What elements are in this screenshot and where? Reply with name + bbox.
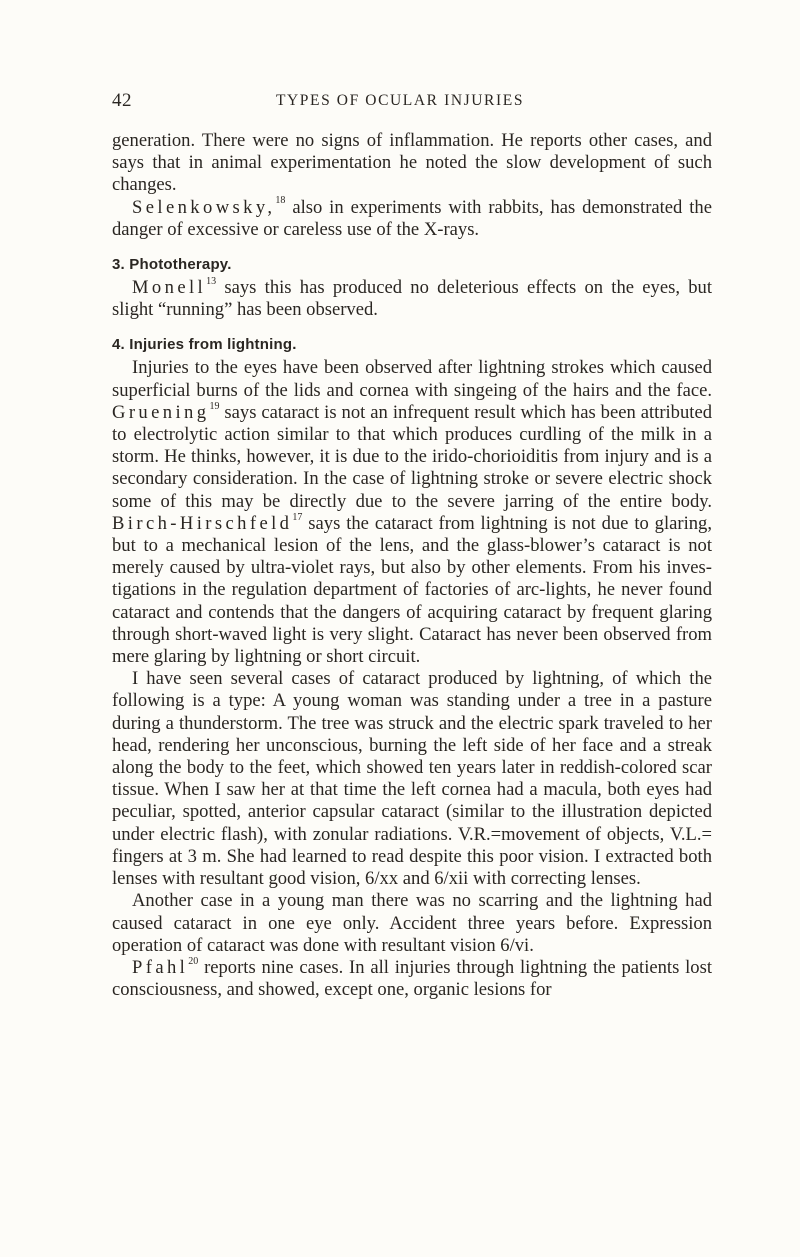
author-name: Gruening bbox=[112, 401, 210, 423]
footnote-ref: 13 bbox=[206, 275, 217, 287]
footnote-ref: 19 bbox=[209, 400, 220, 412]
paragraph-text: says this has produced no deleterious effects on the eyes, but slight “running” has been observed. bbox=[112, 277, 712, 321]
paragraph-pfahl bbox=[112, 957, 712, 1001]
paragraph-case-young-man: Another case in a young man there was no scarring and the lightning had caused cataract in one eye only. Accident three years before. Expression operation of cataract was done with resultant vision 6/vi. bbox=[112, 890, 712, 956]
paragraph-lightning-injuries bbox=[112, 357, 712, 668]
running-head: TYPES OF OCULAR INJURIES bbox=[275, 92, 525, 109]
author-name: Pfahl bbox=[132, 956, 189, 978]
section-heading-phototherapy: 3. Phototherapy. bbox=[112, 256, 232, 274]
paragraph-text: also in experiments with rabbits, has demonstrated the danger of excessive or careless use of the X-rays. bbox=[112, 196, 712, 240]
paragraph-text: Injuries to the eyes have been observed after lightning strokes which caused superficial burns of the lids and cornea with singeing of the hairs and the face. bbox=[112, 357, 712, 401]
page-body bbox=[112, 130, 712, 1001]
author-name: Monell bbox=[132, 277, 207, 299]
footnote-ref: 20 bbox=[188, 955, 199, 967]
author-name: Selenkowsky, bbox=[132, 196, 276, 218]
paragraph-text: says cataract is not an infrequent result which has been attributed to electrolytic action similar to that which produces curdling of the milk in a storm. He thinks, however, it is due to the irido-chorioiditis from injury and is a secondary consideration. In the case of lightning stroke or severe electric shock some of this may be directly due to the severe jarring of the entire body. bbox=[112, 401, 712, 512]
paragraph-text: reports nine cases. In all injuries through lightning the patients lost consciousness, and showed, except one, organic lesions for bbox=[112, 956, 712, 1001]
paragraph-text: says the cataract from lightning is not due to glaring, but to a mechanical lesion of the lens, and the glass-blower’s cataract is not merely caused by ultra-violet rays, but also by other elements. From his investigations in the regulation department of factories of arc-lights, he never found cataract and contends that the dangers of acquiring cataract by frequent glaring through short-waved light is very slight. Cataract has never been observed from mere glaring by lightning or short circuit. bbox=[112, 512, 712, 668]
paragraph-monell bbox=[112, 277, 712, 321]
footnote-ref: 17 bbox=[292, 511, 303, 523]
page-number: 42 bbox=[112, 90, 132, 111]
paragraph-continuation: generation. There were no signs of inflammation. He reports other cases, and says that in animal experimentation he noted the slow development of such changes. bbox=[112, 130, 712, 196]
section-heading-lightning: 4. Injuries from lightning. bbox=[112, 336, 297, 354]
paragraph-case-young-woman: I have seen several cases of cataract produced by lightning, of which the following is a type: A young woman was standing under a tree in a pasture during a thunderstorm. The tree was struck and the electric spark traveled to her head, rendering her unconscious, burning the left side of her face and a streak along the body to the feet, which showed ten years later in reddish-colored scar tissue. When I saw her at that time the left cornea had a macula, both eyes had peculiar, spotted, anterior capsular cataract (similar to the illustration depicted under electric flash), with zonular radiations. V.R.=movement of objects, V.L.= fingers at 3 m. She had learned to read despite this poor vision. I extracted both lenses with resultant good vision, 6/xx and 6/xii with correcting lenses. bbox=[112, 668, 712, 890]
author-name: Birch-Hirschfeld bbox=[112, 512, 293, 534]
footnote-ref: 18 bbox=[275, 195, 286, 207]
paragraph-selenkowsky bbox=[112, 197, 712, 241]
page-header bbox=[0, 90, 800, 114]
